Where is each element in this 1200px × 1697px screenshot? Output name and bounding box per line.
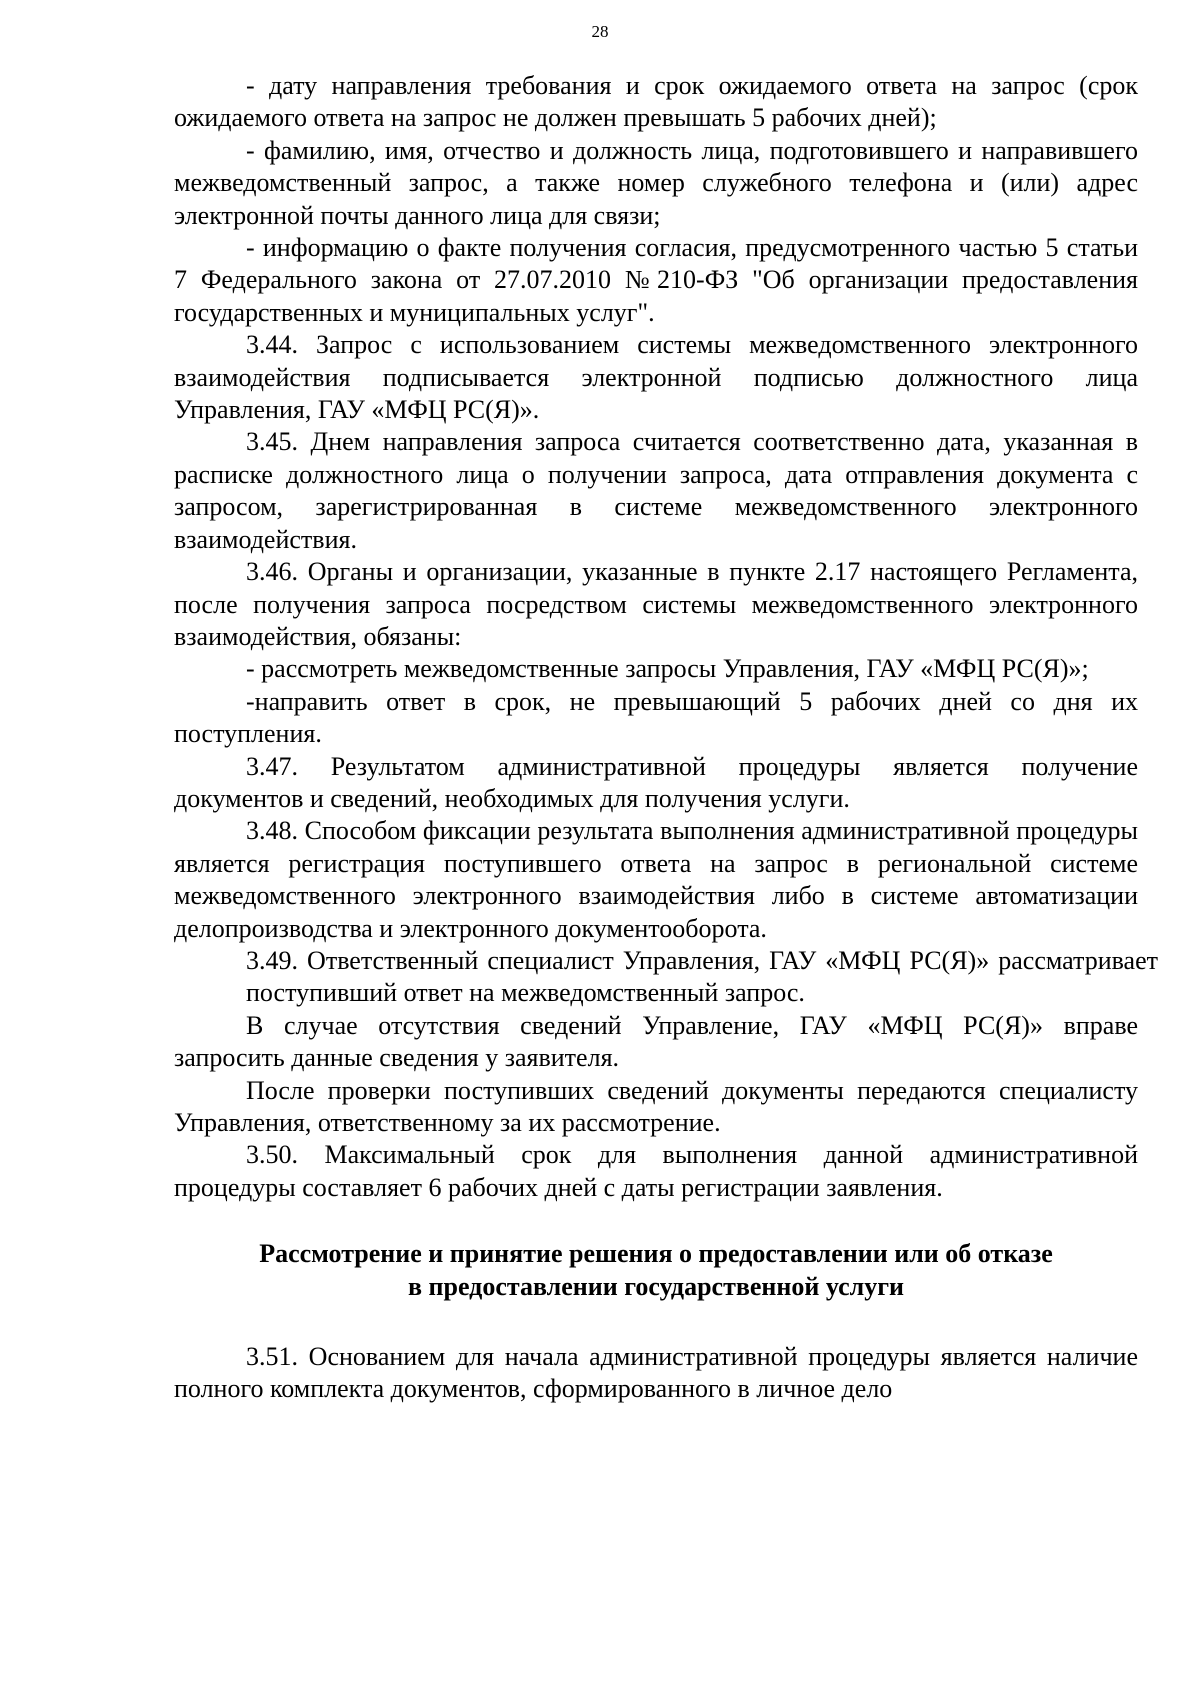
- paragraph-3-44: 3.44. Запрос с использованием системы межведомственного электронного взаимодействия подписывается электронной подписью должностного лица Управления, ГАУ «МФЦ РС(Я)».: [174, 330, 1138, 425]
- paragraph-consent-info: - информацию о факте получения согласия, предусмотренного частью 5 статьи 7 Федерального закона от 27.07.2010 №210-ФЗ "Об организации предоставления государственных и муниципальных услуг".: [174, 233, 1138, 327]
- paragraph-3-47: 3.47. Результатом административной процедуры является получение документов и сведений, необходимых для получения услуги.: [174, 751, 1138, 813]
- paragraph-after-check: После проверки поступивших сведений документы передаются специалисту Управления, ответственному за их рассмотрение.: [174, 1075, 1138, 1137]
- paragraph-request-date: - дату направления требования и срок ожидаемого ответа на запрос (срок ожидаемого ответа на запрос не должен превышать 5 рабочих дней);: [174, 71, 1138, 133]
- paragraph-send-answer: -направить ответ в срок, не превышающий 5 рабочих дней со дня их поступления.: [174, 686, 1138, 749]
- paragraph-3-45: 3.45. Днем направления запроса считается соответственно дата, указанная в расписке должностного лица о получении запроса, дата отправления документа с запросом, зарегистрированная в системе межведомственного электронного взаимодействия.: [174, 427, 1138, 554]
- paragraph-official-name: - фамилию, имя, отчество и должность лица, подготовившего и направившего межведомственный запрос, а также номер служебного телефона и (или) адрес электронной почты данного лица для связи;: [174, 135, 1138, 230]
- section-heading: [174, 1238, 1138, 1303]
- section-heading-line-1: Рассмотрение и принятие решения о предоставлении или об отказе: [259, 1239, 1053, 1269]
- section-heading-line-2: в предоставлении государственной услуги: [407, 1271, 904, 1301]
- paragraph-consider-requests: - рассмотреть межведомственные запросы Управления, ГАУ «МФЦ РС(Я)»;: [246, 654, 1089, 684]
- paragraph-absence-of-data: В случае отсутствия сведений Управление, ГАУ «МФЦ РС(Я)» вправе запросить данные сведения у заявителя.: [174, 1010, 1138, 1073]
- page-number: 28: [591, 22, 609, 41]
- paragraph-3-48: 3.48. Способом фиксации результата выполнения административной процедуры является регистрация поступившего ответа на запрос в региональной системе межведомственного электронного взаимодействия либо в системе автоматизации делопроизводства и электронного документооборота.: [174, 816, 1138, 943]
- paragraph-3-51: 3.51. Основанием для начала административной процедуры является наличие полного комплекта документов, сформированного в личное дело: [174, 1342, 1138, 1404]
- document-body: [174, 70, 1158, 1406]
- paragraph-3-46: 3.46. Органы и организации, указанные в пункте 2.17 настоящего Регламента, после получения запроса посредством системы межведомственного электронного взаимодействия, обязаны:: [174, 557, 1138, 651]
- paragraph-3-50: 3.50. Максимальный срок для выполнения данной административной процедуры составляет 6 рабочих дней с даты регистрации заявления.: [174, 1140, 1138, 1202]
- paragraph-3-49: 3.49. Ответственный специалист Управления, ГАУ «МФЦ РС(Я)» рассматривает поступивший ответ на межведомственный запрос.: [246, 945, 1158, 1008]
